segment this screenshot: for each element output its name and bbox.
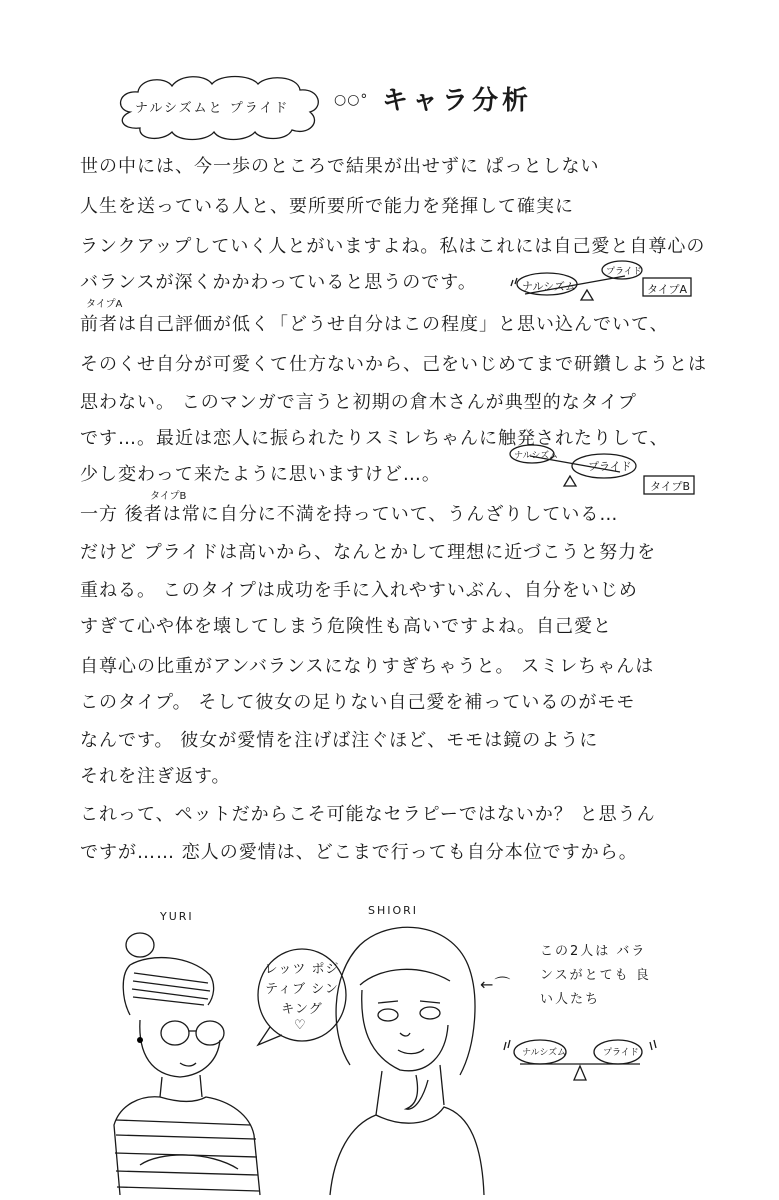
scale-b-right-label: プライド bbox=[588, 460, 632, 473]
pair-note: この2人は バランスがとても 良い人たち bbox=[540, 944, 651, 1007]
thought-dots: ○○° bbox=[334, 92, 369, 108]
scale-balanced-right-label: プライド bbox=[603, 1048, 639, 1058]
heart-icon: ♡ bbox=[294, 1018, 307, 1033]
body-line: 少し変わって来たように思いますけど…。 bbox=[80, 464, 441, 485]
scale-b-tag: タイプB bbox=[650, 480, 690, 493]
body-line: だけど プライドは高いから、なんとかして理想に近づこうと努力を bbox=[80, 542, 657, 563]
body-line: これって、ペットだからこそ可能なセラピーではないか？ と思うん bbox=[80, 804, 656, 825]
body-line: 重ねる。 このタイプは成功を手に入れやすいぶん、自分をいじめ bbox=[80, 580, 638, 601]
scale-balanced-left-label: ナルシズム bbox=[522, 1048, 567, 1058]
page-title: キャラ分析 bbox=[382, 86, 533, 116]
balance-scale-balanced bbox=[500, 1030, 670, 1100]
scale-a-right-label: プライド bbox=[606, 267, 642, 277]
body-line: このタイプ。 そして彼女の足りない自己愛を補っているのがモモ bbox=[80, 692, 636, 713]
body-line: すぎて心や体を壊してしまう危険性も高いですよね。自己愛と bbox=[80, 616, 612, 637]
body-line: そのくせ自分が可愛くて仕方ないから、己をいじめてまで研鑽しようとは bbox=[80, 354, 707, 375]
yuri-illustration bbox=[100, 925, 270, 1195]
body-line: ですが…… 恋人の愛情は、どこまで行っても自分本位ですから。 bbox=[80, 842, 638, 863]
body-line: 自尊心の比重がアンバランスになりすぎちゃうと。 スミレちゃんは bbox=[80, 656, 655, 677]
body-line: ランクアップしていく人とがいますよね。私はこれには自己愛と自尊心の bbox=[80, 236, 706, 257]
body-line: なんです。 彼女が愛情を注げば注ぐほど、モモは鏡のように bbox=[80, 730, 599, 751]
arrow-left-icon: ←⌒ bbox=[480, 975, 512, 994]
body-line: 前者は自己評価が低く「どうせ自分はこの程度」と思い込んでいて、 bbox=[80, 314, 669, 335]
ruby-type-a: タイプA bbox=[86, 299, 123, 310]
scale-b-left-label: ナルシズム bbox=[514, 451, 559, 461]
body-line: 一方 後者は常に自分に不満を持っていて、うんざりしている… bbox=[80, 504, 619, 525]
body-line: それを注ぎ返す。 bbox=[80, 766, 231, 787]
body-line: 人生を送っている人と、要所要所で能力を発揮して確実に bbox=[80, 196, 574, 217]
speech-text: レッツ ポジティブ シンキング bbox=[264, 962, 340, 1017]
character-name-yuri: YURI bbox=[160, 910, 194, 923]
ruby-type-b: タイプB bbox=[150, 491, 187, 502]
cloud-label: ナルシズムと プライド bbox=[135, 101, 290, 116]
body-line: 世の中には、今一歩のところで結果が出せずに ぱっとしない bbox=[80, 156, 600, 177]
body-line: です…。最近は恋人に振られたりスミレちゃんに触発されたりして、 bbox=[80, 428, 669, 449]
body-line: バランスが深くかかわっていると思うのです。 bbox=[80, 272, 477, 293]
scale-a-tag: タイプA bbox=[647, 283, 687, 296]
body-line: 思わない。 このマンガで言うと初期の倉木さんが典型的なタイプ bbox=[80, 392, 637, 413]
character-name-shiori: SHIORI bbox=[368, 904, 419, 917]
scale-a-left-label: ナルシズム bbox=[522, 280, 576, 293]
